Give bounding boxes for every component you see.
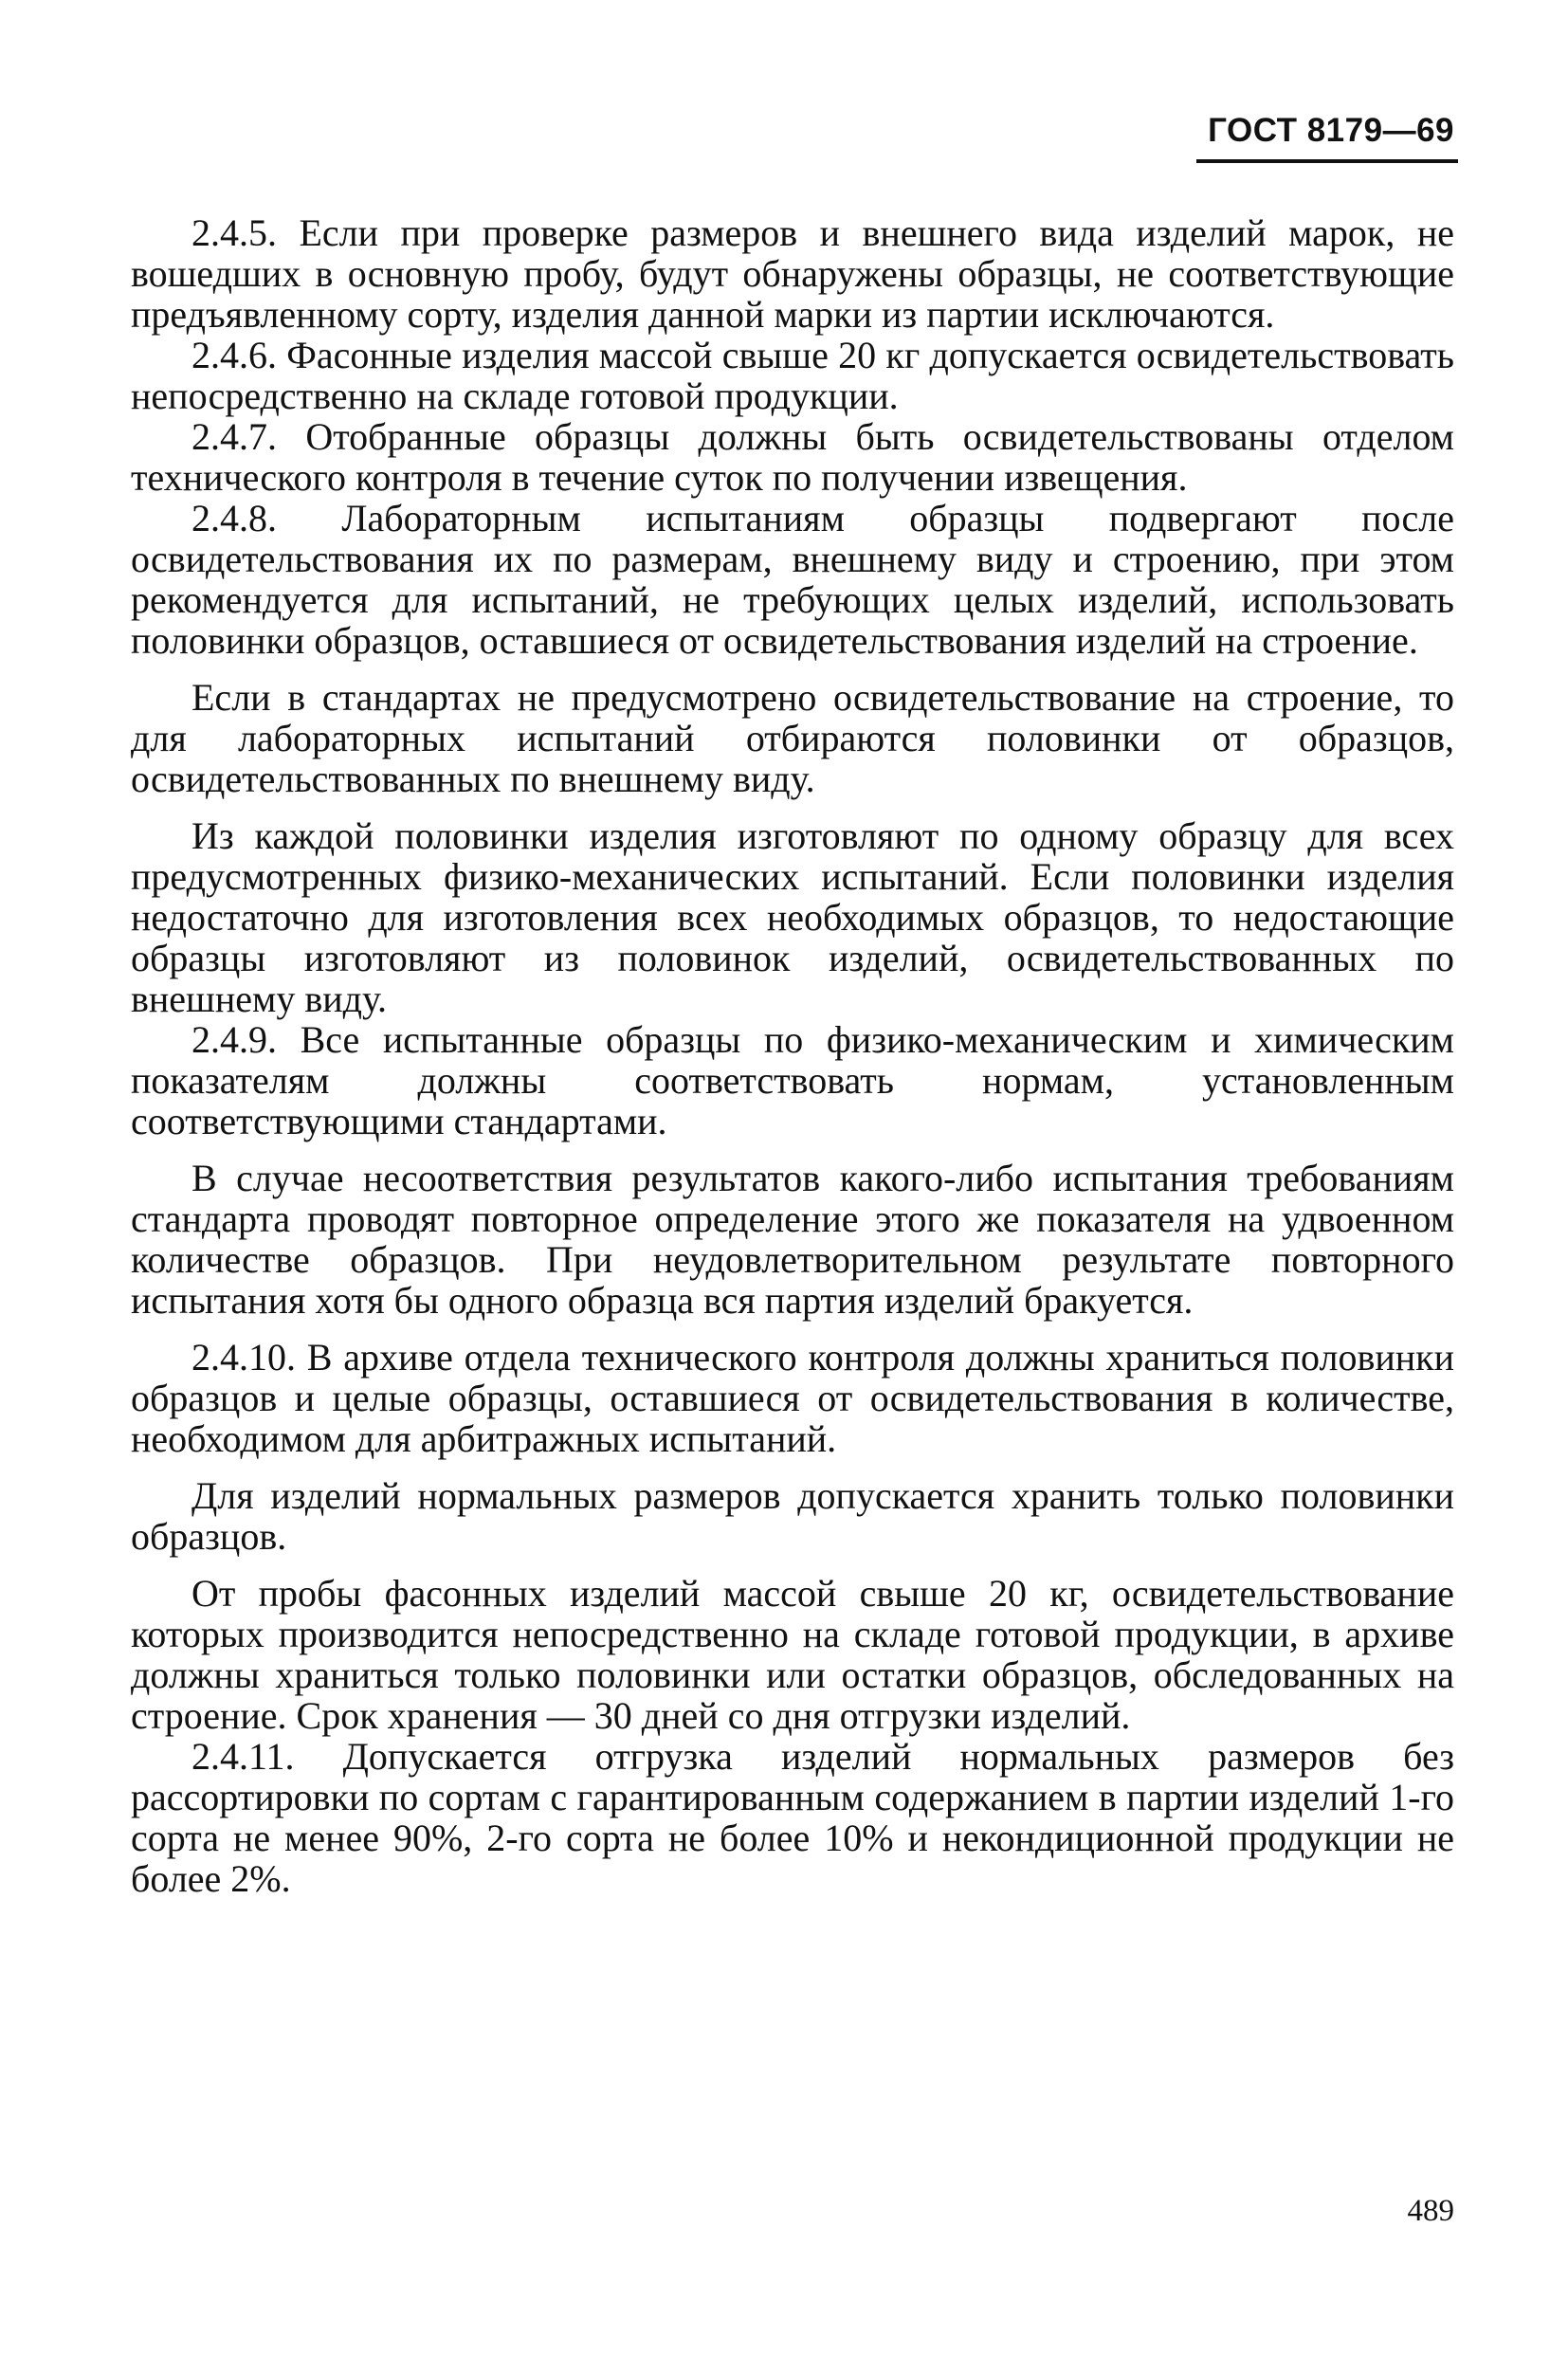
paragraph-2-4-10: 2.4.10. В архиве отдела технического контроля должны храниться половинки образцов и целые образцы, оставшиеся от освидетельствования в количестве, необходимом для арбитражных испытаний. — [131, 1336, 1454, 1460]
paragraph-2-4-8-structure: Если в стандартах не предусмотрено освидетельствование на строение, то для лабораторных испытаний отбираются половинки от образцов, освидетельствованных по внешнему виду. — [131, 676, 1454, 800]
header-rule — [1196, 159, 1458, 163]
paragraph-2-4-5: 2.4.5. Если при проверке размеров и внешнего вида изделий марок, не вошедших в основную пробу, будут обнаружены образцы, не соответствующие предъявленному сорту, изделия данной марки из партии исключаются. — [131, 211, 1454, 336]
paragraph-2-4-7: 2.4.7. Отобранные образцы должны быть освидетельствованы отделом технического контроля в течение суток по получении извещения. — [131, 415, 1454, 499]
paragraph-2-4-9-retest: В случае несоответствия результатов какого-либо испытания требованиям стандарта проводят повторное определение этого же показателя на удвоенном количестве образцов. При неудовлетворительном результате повторного испытания хотя бы одного образца вся партия изделий бракуется. — [131, 1157, 1454, 1322]
paragraph-2-4-9: 2.4.9. Все испытанные образцы по физико-механическим и химическим показателям должны соответствовать нормам, установленным соответствующими стандартами. — [131, 1018, 1454, 1142]
paragraph-2-4-6: 2.4.6. Фасонные изделия массой свыше 20 кг допускается освидетельствовать непосредственно на складе готовой продукции. — [131, 334, 1454, 417]
paragraph-2-4-11: 2.4.11. Допускается отгрузка изделий нормальных размеров без рассортировки по сортам с гарантированным содержанием в партии изделий 1-го сорта не менее 90%, 2-го сорта не более 10% и некондиционной продукции не более 2%. — [131, 1735, 1454, 1900]
document-header: ГОСТ 8179—69 — [1208, 112, 1454, 149]
paragraph-2-4-10-normal-sizes: Для изделий нормальных размеров допускается хранить только половинки образцов. — [131, 1474, 1454, 1558]
paragraph-2-4-10-shaped: От пробы фасонных изделий массой свыше 20 кг, освидетельствование которых производится непосредственно на складе готовой продукции, в архиве должны храниться только половинки или остатки образцов, обследованных на строение. Срок хранения — 30 дней со дня отгрузки изделий. — [131, 1572, 1454, 1737]
paragraph-2-4-8: 2.4.8. Лабораторным испытаниям образцы подвергают после освидетельствования их по размерам, внешнему виду и строению, при этом рекомендуется для испытаний, не требующих целых изделий, использовать половинки образцов, оставшиеся от освидетельствования изделий на строение. — [131, 497, 1454, 662]
page-number: 489 — [1407, 2194, 1454, 2228]
document-body — [131, 212, 1454, 1899]
paragraph-2-4-8-halves: Из каждой половинки изделия изготовляют по одному образцу для всех предусмотренных физико-механических испытаний. Если половинки изделия недостаточно для изготовления всех необходимых образцов, то недостающие образцы изготовляют из половинок изделий, освидетельствованных по внешнему виду. — [131, 814, 1454, 1020]
